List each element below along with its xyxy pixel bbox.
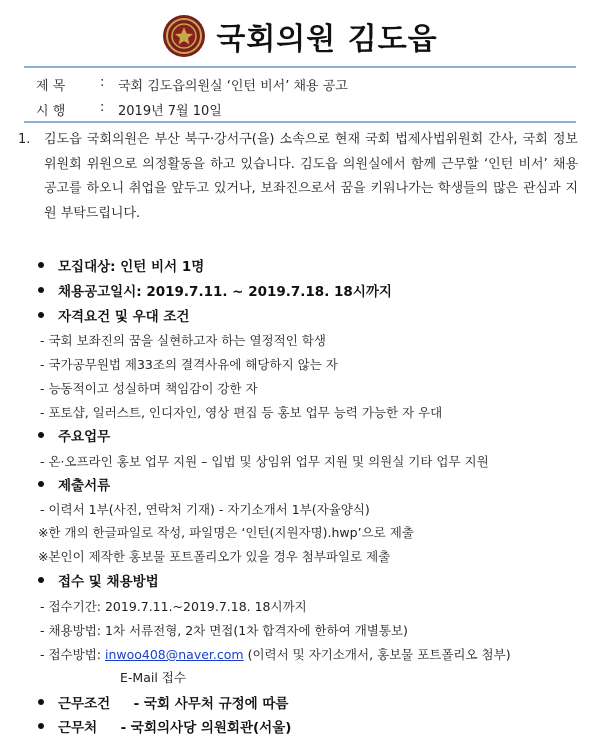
document-title: 국회의원 김도읍 (216, 22, 438, 57)
section-recruit (38, 255, 204, 275)
duty-item: - 온·오프라인 홍보 업무 지원 – 입법 및 상임위 업무 지원 및 의원실 기타 업무 지원 (40, 454, 489, 469)
meta-date-value: 2019년 7월 10일 (118, 104, 222, 119)
apply-method-prefix: - 접수방법: (40, 647, 105, 662)
intro-number: 1. (18, 132, 31, 147)
apply-item: - 채용방법: 1차 서류전형, 2차 면접(1차 합격자에 한하여 개별통보) (40, 623, 408, 638)
meta-date-row: 시 행 : 2019년 7월 10일 (36, 100, 222, 119)
meta-subject-label: 제 목 (36, 79, 66, 94)
section-duties-title: 주요업무 (58, 429, 111, 445)
docs-note: ※한 개의 한글파일로 작성, 파일명은 ‘인턴(지원자명).hwp’으로 제출 (38, 525, 414, 540)
national-assembly-seal-icon (162, 14, 206, 58)
section-qualifications (38, 305, 189, 325)
qual-item: - 능동적이고 성실하며 책임감이 강한 자 (40, 381, 258, 396)
section-work-place (38, 716, 291, 736)
apply-method-suffix: (이력서 및 자기소개서, 홍보물 포트폴리오 첨부) (243, 647, 511, 662)
section-qualifications-title: 자격요건 및 우대 조건 (58, 309, 190, 325)
meta-subject-value: 국회 김도읍의원실 ‘인턴 비서’ 채용 공고 (118, 79, 348, 94)
qual-item: - 국회 보좌진의 꿈을 실현하고자 하는 열정적인 학생 (40, 333, 326, 348)
section-work-place-text: 근무처 - 국회의사당 의원회관(서울) (58, 720, 292, 736)
bullet-icon (38, 577, 44, 583)
header-rule-top (24, 66, 576, 68)
section-work-condition (38, 692, 288, 712)
intro-text: 김도읍 국회의원은 부산 북구·강서구(을) 소속으로 현재 국회 법제사법위원회 간사, 국회 정보위원회 위원으로 의정활동을 하고 있습니다. 김도읍 의원실에서 함께 근무할 ‘인턴 비서’ 채용 공고를 하오니 취업을 앞두고 있거나, 보좌진으로서 꿈을 키워나가는 학생들의 많은 관심과 지원 부탁드립니다. (44, 132, 578, 221)
bullet-icon (38, 723, 44, 729)
section-period-text: 채용공고일시: 2019.7.11. ~ 2019.7.18. 18시까지 (58, 284, 392, 300)
docs-item: - 이력서 1부(사진, 연락처 기재) - 자기소개서 1부(자율양식) (40, 502, 370, 517)
section-period (38, 280, 392, 300)
document-header (0, 8, 600, 64)
section-apply-title: 접수 및 채용방법 (58, 574, 159, 590)
section-documents (38, 474, 110, 494)
section-duties (38, 425, 110, 445)
section-apply (38, 570, 159, 590)
apply-method-line2: E-Mail 접수 (120, 670, 186, 685)
apply-email-link[interactable]: inwoo408@naver.com (104, 647, 244, 662)
bullet-icon (38, 481, 44, 487)
meta-subject-row: 제 목 : 국회 김도읍의원실 ‘인턴 비서’ 채용 공고 (36, 75, 348, 94)
apply-item: - 접수기간: 2019.7.11.~2019.7.18. 18시까지 (40, 599, 307, 614)
section-documents-title: 제출서류 (58, 478, 111, 494)
section-recruit-text: 모집대상: 인턴 비서 1명 (58, 259, 205, 275)
header-rule-bottom (24, 121, 576, 123)
qual-item: - 국가공무원법 제33조의 결격사유에 해당하지 않는 자 (40, 357, 338, 372)
bullet-icon (38, 699, 44, 705)
qual-item: - 포토샵, 일러스트, 인디자인, 영상 편집 등 홍보 업무 능력 가능한 자 우대 (40, 405, 443, 420)
bullet-icon (38, 287, 44, 293)
bullet-icon (38, 262, 44, 268)
bullet-icon (38, 432, 44, 438)
section-work-condition-text: 근무조건 - 국회 사무처 규정에 따름 (58, 696, 289, 712)
intro-paragraph (18, 128, 578, 226)
docs-note: ※본인이 제작한 홍보물 포트폴리오가 있을 경우 첨부파일로 제출 (38, 549, 391, 564)
meta-date-label: 시 행 (36, 104, 66, 119)
bullet-icon (38, 312, 44, 318)
apply-method-line (40, 645, 511, 663)
